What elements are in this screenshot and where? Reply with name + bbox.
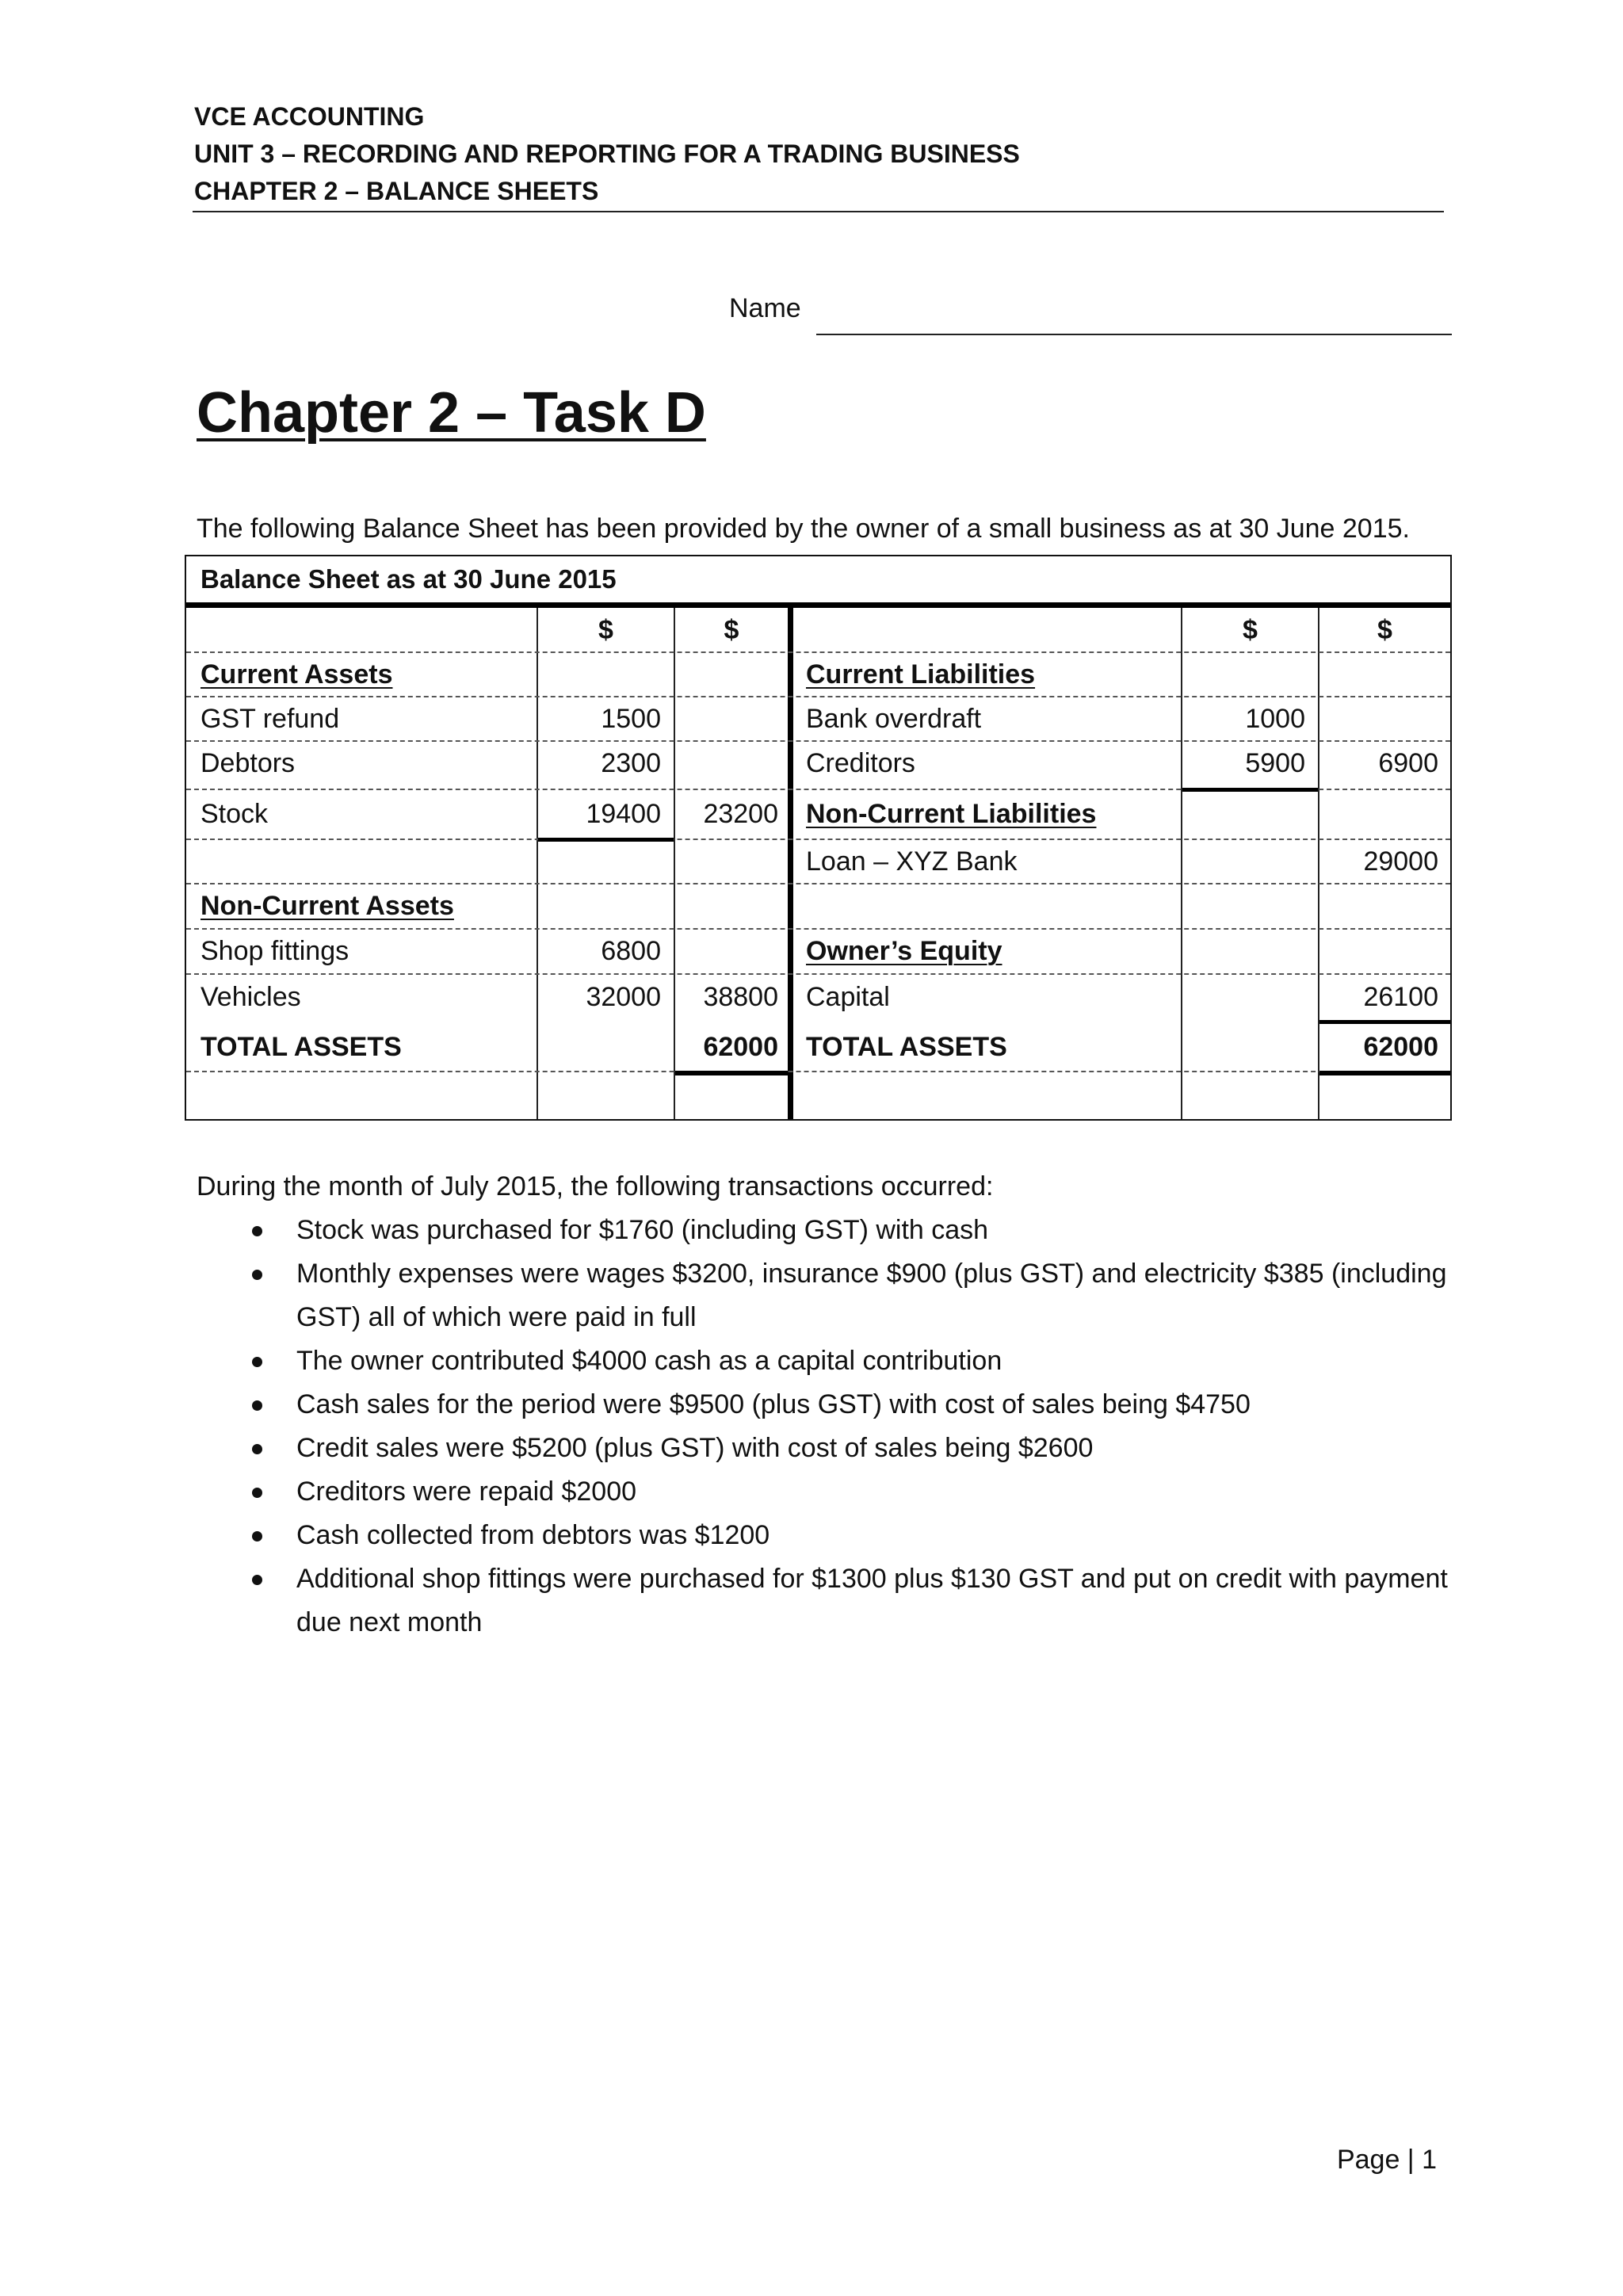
shop-fittings-label: Shop fittings [200,936,349,966]
row-divider [186,1071,1450,1072]
total-assets-value: 62000 [703,1032,778,1062]
current-liabilities-total: 6900 [1378,748,1438,778]
bullet-icon [252,1357,262,1367]
non-current-assets-heading: Non-Current Assets [200,891,454,921]
bullet-icon [252,1270,262,1280]
bullet-icon [252,1400,262,1411]
bullet-icon [252,1531,262,1541]
page-title: Chapter 2 – Task D [197,381,706,445]
header-line-unit: UNIT 3 – RECORDING AND REPORTING FOR A TRADING BUSINESS [194,139,1020,168]
transaction-text: Credit sales were $5200 (plus GST) with cost of sales being $2600 [296,1433,1094,1463]
bank-overdraft-label: Bank overdraft [806,704,982,734]
page-number: Page | 1 [1336,2145,1437,2175]
col-line [537,608,538,1119]
transaction-text: Cash sales for the period were $9500 (plus GST) with cost of sales being $4750 [296,1389,1251,1419]
transaction-text: Creditors were repaid $2000 [296,1477,637,1507]
bullet-icon [252,1444,262,1454]
list-item [197,1383,1465,1427]
balance-sheet-title: Balance Sheet as at 30 June 2015 [200,564,617,594]
debtors-label: Debtors [200,748,296,778]
name-field[interactable] [816,334,1452,335]
amount-header: $ [598,615,613,645]
header-line-course: VCE ACCOUNTING [194,102,425,131]
col-line [1181,608,1182,1119]
balance-sheet-table [185,555,1452,1121]
list-item [197,1514,1465,1557]
total-double-rule [675,1071,788,1075]
bullet-icon [252,1575,262,1585]
vehicles-label: Vehicles [200,982,301,1012]
non-current-liabilities-heading: Non-Current Liabilities [806,799,1097,829]
vehicles-amount: 32000 [586,982,661,1012]
gst-refund-amount: 1500 [601,704,661,734]
transaction-text: Cash collected from debtors was $1200 [296,1520,770,1550]
stock-amount: 19400 [586,799,661,829]
total-assets-label: TOTAL ASSETS [200,1032,402,1062]
transaction-text: Stock was purchased for $1760 (including GST) with cash [296,1215,989,1245]
capital-total: 26100 [1363,982,1438,1012]
creditors-amount: 5900 [1245,748,1305,778]
total-double-rule [1319,1071,1450,1075]
center-divider [788,608,793,1119]
current-assets-heading: Current Assets [200,659,393,690]
title-underline [186,602,1450,608]
stock-label: Stock [200,799,269,829]
list-item [197,1427,1465,1470]
total-header: $ [1377,615,1392,645]
bullet-icon [252,1226,262,1236]
current-liabilities-heading: Current Liabilities [806,659,1036,690]
header-line-chapter: CHAPTER 2 – BALANCE SHEETS [194,177,599,205]
non-current-assets-total: 38800 [703,982,778,1012]
amount-header: $ [1243,615,1258,645]
bullet-icon [252,1488,262,1498]
total-header: $ [724,615,739,645]
document-header [194,98,1446,210]
list-item [197,1209,1465,1252]
loan-label: Loan – XYZ Bank [806,846,1018,877]
list-item [197,1557,1465,1645]
loan-total: 29000 [1363,846,1438,877]
debtors-amount: 2300 [601,748,661,778]
total-right-value: 62000 [1363,1032,1438,1062]
list-item [197,1470,1465,1514]
list-item [197,1252,1465,1339]
creditors-label: Creditors [806,748,915,778]
transaction-text: Additional shop fittings were purchased for $1300 plus $130 GST and put on credit with payment due next month [296,1564,1448,1637]
current-assets-total: 23200 [703,799,778,829]
transaction-text: Monthly expenses were wages $3200, insurance $900 (plus GST) and electricity $385 (including GST) all of which were paid in full [296,1259,1447,1332]
bank-overdraft-amount: 1000 [1245,704,1305,734]
owners-equity-heading: Owner’s Equity [806,936,1002,966]
shop-fittings-amount: 6800 [601,936,661,966]
list-item [197,1339,1465,1383]
gst-refund-label: GST refund [200,704,340,734]
transactions-intro: During the month of July 2015, the following transactions occurred: [197,1171,994,1201]
total-right-label: TOTAL ASSETS [806,1032,1007,1062]
capital-label: Capital [806,982,890,1012]
subtotal-rule [1182,788,1318,792]
transactions-section [197,1165,1465,1645]
intro-text: The following Balance Sheet has been provided by the owner of a small business as at 30 June 2015. [197,514,1410,544]
header-divider [193,211,1444,212]
transaction-text: The owner contributed $4000 cash as a capital contribution [296,1346,1002,1376]
name-label: Name [729,293,801,323]
transactions-list [197,1209,1465,1645]
subtotal-rule [538,838,674,842]
